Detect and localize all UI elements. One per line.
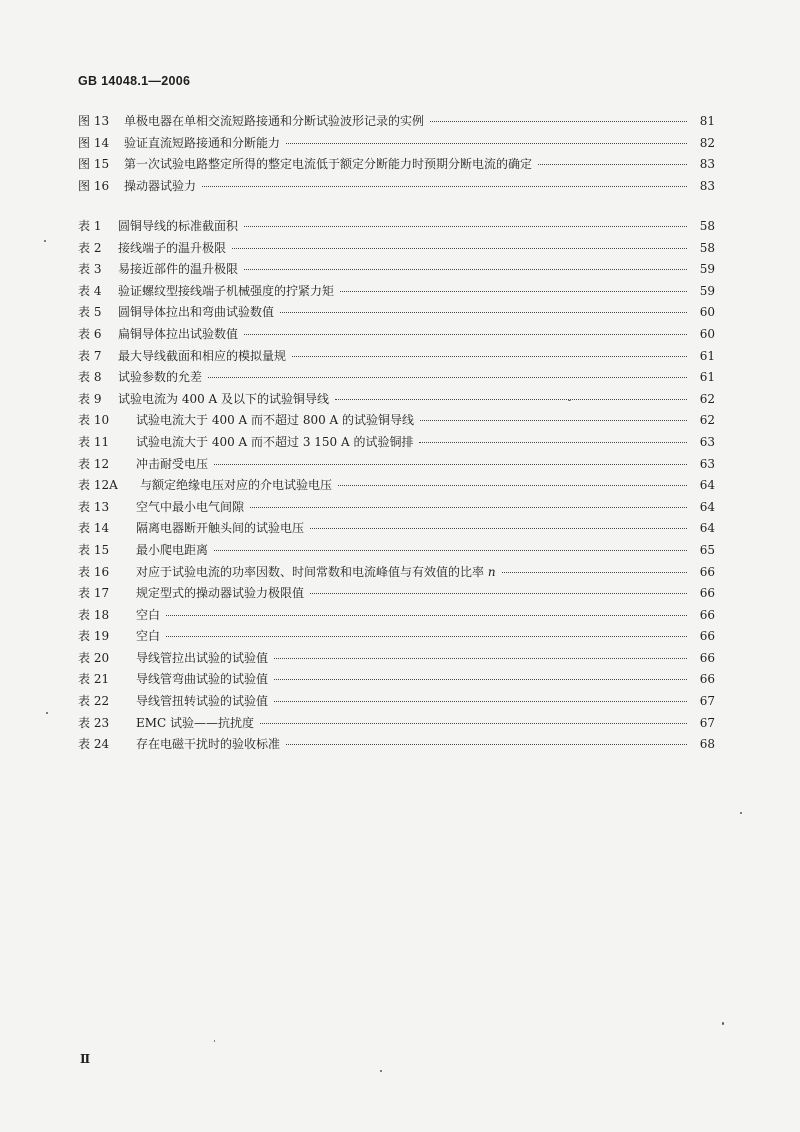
toc-row-table-13[interactable] — [78, 498, 715, 520]
tables-list — [78, 217, 715, 757]
toc-label: 表 22 — [78, 694, 110, 709]
toc-page-number: 67 — [699, 715, 715, 730]
toc-page-number: 58 — [699, 240, 715, 255]
toc-label: 表 23 — [78, 715, 110, 730]
toc-row-table-5[interactable] — [78, 303, 715, 325]
toc-label: 表 12A — [78, 478, 118, 493]
toc-label: 表 16 — [78, 564, 110, 579]
dot-leader — [538, 164, 687, 165]
dot-leader — [286, 744, 687, 745]
toc-page-number: 61 — [699, 348, 715, 363]
toc-title: 验证螺纹型接线端子机械强度的拧紧力矩 — [118, 283, 335, 298]
scan-speck — [44, 240, 46, 242]
toc-label: 表 20 — [78, 650, 110, 665]
toc-row-table-22[interactable] — [78, 692, 715, 714]
toc-label: 表 6 — [78, 326, 102, 341]
toc-title: 导线管拉出试验的试验值 — [136, 650, 269, 665]
toc-row-table-10[interactable] — [78, 411, 715, 433]
toc-page-number: 83 — [699, 157, 715, 172]
toc-row-figure-14[interactable] — [78, 134, 715, 156]
toc-row-table-12[interactable] — [78, 455, 715, 477]
toc-row-table-18[interactable] — [78, 606, 715, 628]
toc-page-number: 66 — [699, 650, 715, 665]
toc-row-figure-15[interactable] — [78, 155, 715, 177]
toc-title: 验证直流短路接通和分断能力 — [124, 135, 281, 150]
toc-row-table-14[interactable] — [78, 519, 715, 541]
toc-row-table-8[interactable] — [78, 368, 715, 390]
toc-label: 图 15 — [78, 157, 110, 172]
toc-label: 表 11 — [78, 434, 110, 449]
toc-page-number: 66 — [699, 607, 715, 622]
toc-title: 空气中最小电气间隙 — [136, 499, 245, 514]
toc-row-figure-16[interactable] — [78, 177, 715, 199]
toc-row-table-6[interactable] — [78, 325, 715, 347]
toc-title: 隔离电器断开触头间的试验电压 — [136, 521, 305, 536]
dot-leader — [208, 377, 687, 378]
toc-row-table-20[interactable] — [78, 649, 715, 671]
toc-title-text: 对应于试验电流的功率因数、时间常数和电流峰值与有效值的比率 — [136, 564, 485, 579]
toc-title: 冲击耐受电压 — [136, 456, 209, 471]
toc-label: 表 10 — [78, 413, 110, 428]
toc-label: 图 16 — [78, 178, 110, 193]
toc-label: 表 17 — [78, 586, 110, 601]
toc-row-table-21[interactable] — [78, 670, 715, 692]
toc-label: 表 9 — [78, 391, 102, 406]
toc-page-number: 61 — [699, 370, 715, 385]
dot-leader — [502, 572, 687, 573]
toc-title: 试验参数的允差 — [118, 370, 203, 385]
dot-leader — [274, 701, 687, 702]
toc-label: 表 24 — [78, 737, 110, 752]
toc-label: 表 4 — [78, 283, 102, 298]
dot-leader — [166, 636, 687, 637]
dot-leader — [166, 615, 687, 616]
toc-row-table-15[interactable] — [78, 541, 715, 563]
toc-title: 试验电流大于 400 A 而不超过 800 A 的试验铜导线 — [136, 413, 415, 428]
toc-title: 空白 — [136, 607, 161, 622]
toc-label: 表 7 — [78, 348, 102, 363]
toc-label: 表 3 — [78, 262, 102, 277]
toc-label: 表 1 — [78, 219, 102, 233]
toc-row-table-17[interactable] — [78, 584, 715, 606]
toc-label: 表 21 — [78, 672, 110, 687]
toc-page-number: 64 — [699, 521, 715, 536]
toc-label: 表 2 — [78, 240, 102, 255]
toc-label: 表 12 — [78, 456, 110, 471]
toc-page-number: 68 — [699, 737, 715, 752]
scan-speck — [740, 812, 742, 814]
dot-leader — [420, 420, 687, 421]
toc-row-figure-13[interactable] — [78, 112, 715, 134]
toc-page-number: 62 — [699, 413, 715, 428]
scan-speck — [722, 1022, 724, 1025]
toc-page-number: 59 — [699, 262, 715, 277]
dot-leader — [214, 550, 687, 551]
toc-title — [136, 563, 496, 580]
dot-leader — [214, 464, 687, 465]
toc-row-table-1[interactable] — [78, 217, 715, 239]
toc-page-number: 59 — [699, 283, 715, 298]
toc-page-number: 66 — [699, 564, 715, 579]
dot-leader — [310, 528, 687, 529]
toc-page-number: 58 — [699, 219, 715, 233]
page-number-footer: Ⅱ — [80, 1052, 91, 1066]
toc-page-number: 66 — [699, 629, 715, 644]
toc-label: 表 14 — [78, 521, 110, 536]
toc-title: 圆铜导线的标准截面积 — [118, 219, 239, 233]
dot-leader — [202, 186, 687, 187]
toc-row-table-4[interactable] — [78, 282, 715, 304]
dot-leader — [244, 334, 687, 335]
toc-page-number: 63 — [699, 456, 715, 471]
toc-title: 操动器试验力 — [124, 178, 197, 193]
toc-row-table-23[interactable] — [78, 714, 715, 736]
toc-label: 表 19 — [78, 629, 110, 644]
toc-title: 第一次试验电路整定所得的整定电流低于额定分断能力时预期分断电流的确定 — [124, 157, 533, 172]
toc-title: 单极电器在单相交流短路接通和分断试验波形记录的实例 — [124, 114, 425, 128]
toc-title: 空白 — [136, 629, 161, 644]
dot-leader — [340, 291, 687, 292]
dot-leader — [310, 593, 687, 594]
dot-leader — [280, 312, 687, 313]
toc-row-table-11[interactable] — [78, 433, 715, 455]
toc-title: 最大导线截面和相应的模拟量规 — [118, 348, 287, 363]
dot-leader — [274, 679, 687, 680]
toc-page-number: 66 — [699, 586, 715, 601]
toc-title: 易接近部件的温升极限 — [118, 262, 239, 277]
toc-row-table-12a[interactable] — [78, 476, 715, 498]
toc-page-number: 82 — [699, 135, 715, 150]
dot-leader — [244, 269, 687, 270]
toc-row-table-9[interactable] — [78, 390, 715, 412]
toc-page-number: 60 — [699, 305, 715, 320]
toc-page-number: 64 — [699, 499, 715, 514]
dot-leader — [250, 507, 687, 508]
toc-page-number: 64 — [699, 478, 715, 493]
toc-label: 表 18 — [78, 607, 110, 622]
toc-page-number: 67 — [699, 694, 715, 709]
dot-leader — [274, 658, 687, 659]
toc-title: 导线管扭转试验的试验值 — [136, 694, 269, 709]
scan-speck — [380, 1070, 382, 1072]
standard-number-header: GB 14048.1—2006 — [78, 74, 191, 88]
dot-leader — [335, 399, 687, 400]
dot-leader — [338, 485, 687, 486]
ratio-variable: n — [487, 564, 496, 579]
figures-list — [78, 112, 715, 198]
toc-page-number: 60 — [699, 326, 715, 341]
dot-leader — [286, 143, 687, 144]
toc-row-table-7[interactable] — [78, 347, 715, 369]
toc-title: 与额定绝缘电压对应的介电试验电压 — [140, 478, 333, 493]
toc-title: 试验电流大于 400 A 而不超过 3 150 A 的试验铜排 — [136, 434, 414, 449]
toc-title: EMC 试验——抗扰度 — [136, 715, 255, 730]
toc-page-number: 81 — [699, 114, 715, 128]
toc-label: 表 15 — [78, 542, 110, 557]
toc-label: 表 13 — [78, 499, 110, 514]
toc-title: 规定型式的操动器试验力极限值 — [136, 586, 305, 601]
toc-label: 表 8 — [78, 370, 102, 385]
toc-title: 扁铜导体拉出试验数值 — [118, 326, 239, 341]
toc-row-table-19[interactable] — [78, 627, 715, 649]
toc-label: 图 14 — [78, 135, 110, 150]
toc-page-number: 63 — [699, 434, 715, 449]
toc-title: 接线端子的温升极限 — [118, 240, 227, 255]
dot-leader — [292, 356, 687, 357]
toc-title: 导线管弯曲试验的试验值 — [136, 672, 269, 687]
toc-row-table-3[interactable] — [78, 260, 715, 282]
toc-row-table-16[interactable] — [78, 563, 715, 585]
toc-page-number: 66 — [699, 672, 715, 687]
toc-title: 试验电流为 400 A 及以下的试验铜导线 — [118, 391, 330, 406]
toc-title: 圆铜导体拉出和弯曲试验数值 — [118, 305, 275, 320]
toc-row-table-2[interactable] — [78, 239, 715, 261]
dot-leader — [260, 723, 687, 724]
scan-speck — [568, 400, 571, 401]
scan-speck — [46, 712, 48, 714]
dot-leader — [430, 121, 687, 122]
dot-leader — [232, 248, 687, 249]
toc-label: 图 13 — [78, 114, 110, 128]
scan-speck — [214, 1040, 215, 1042]
dot-leader — [244, 226, 687, 227]
toc-page-number: 62 — [699, 391, 715, 406]
toc-label: 表 5 — [78, 305, 102, 320]
dot-leader — [419, 442, 687, 443]
toc-title: 存在电磁干扰时的验收标准 — [136, 737, 281, 752]
toc-title: 最小爬电距离 — [136, 542, 209, 557]
toc-row-table-24[interactable] — [78, 735, 715, 757]
toc-page-number: 65 — [699, 542, 715, 557]
toc-page-number: 83 — [699, 178, 715, 193]
